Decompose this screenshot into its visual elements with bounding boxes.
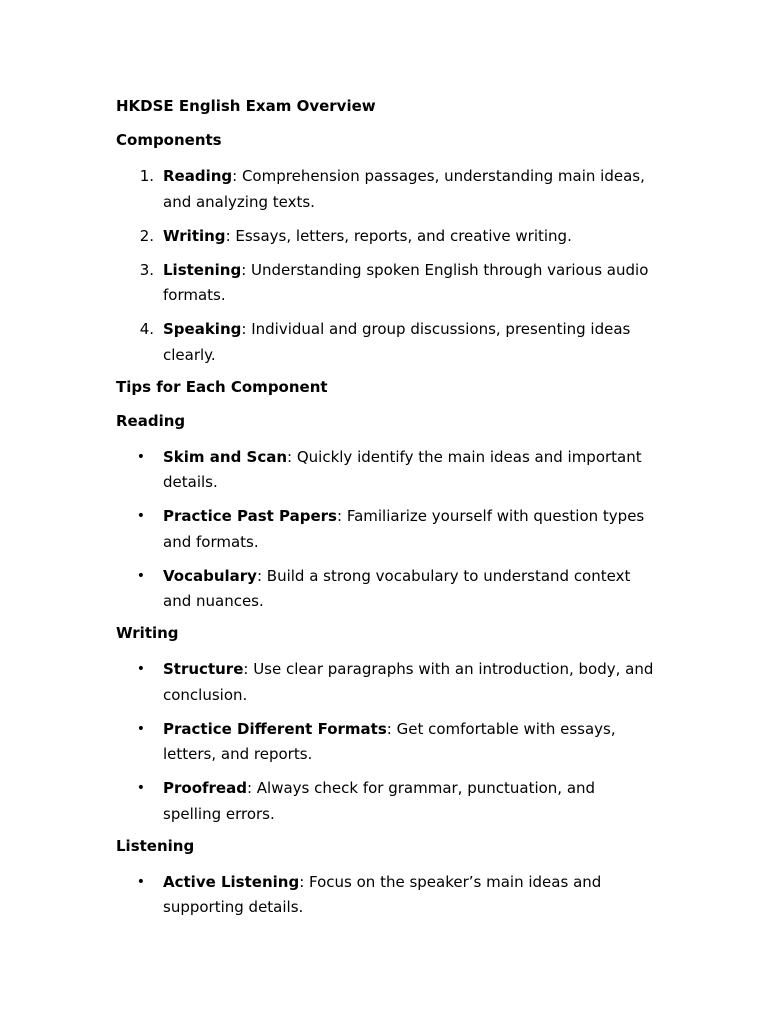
bullet-icon: • (136, 448, 145, 465)
list-item (116, 258, 656, 309)
item-text: : Build a strong vocabulary to understand context and nuances. (163, 566, 631, 610)
item-term: Structure (163, 660, 244, 678)
bullet-icon: • (136, 720, 145, 737)
document-page (116, 96, 656, 929)
reading-heading: Reading (116, 411, 186, 430)
document-title: HKDSE English Exam Overview (116, 97, 376, 115)
bullet-icon: • (136, 508, 145, 524)
item-term: Writing (163, 226, 226, 245)
item-text: : Focus on the speaker’s main ideas and supporting details. (163, 872, 602, 916)
writing-tips-list (116, 657, 656, 827)
list-number: 4. (139, 320, 154, 338)
item-text: : Essays, letters, reports, and creative writing. (225, 226, 572, 245)
tips-heading: Tips for Each Component (116, 377, 328, 396)
item-term: Listening (163, 260, 242, 279)
item-term: Reading (163, 167, 233, 185)
item-term: Skim and Scan (163, 447, 288, 466)
list-item (116, 564, 656, 615)
item-text: : Use clear paragraphs with an introduction, body, and conclusion. (163, 660, 654, 704)
list-number: 1. (139, 167, 154, 185)
writing-heading: Writing (116, 624, 179, 642)
list-item (116, 657, 656, 708)
item-text: : Always check for grammar, punctuation, and spelling errors. (163, 779, 596, 823)
list-number: 3. (139, 260, 154, 279)
bullet-icon: • (136, 780, 145, 796)
item-term: Proofread (163, 779, 247, 797)
components-list (116, 164, 656, 368)
item-text: : Comprehension passages, understanding main ideas, and analyzing texts. (163, 167, 645, 211)
item-term: Practice Different Formats (163, 719, 387, 738)
list-number: 2. (139, 226, 154, 245)
bullet-icon: • (136, 661, 145, 677)
list-item (116, 717, 656, 768)
item-text: : Understanding spoken English through various audio formats. (163, 260, 649, 304)
item-term: Speaking (163, 320, 242, 338)
list-item (116, 870, 656, 921)
listening-heading: Listening (116, 836, 195, 855)
list-item (116, 164, 656, 215)
listening-tips-list (116, 870, 656, 921)
item-text: : Get comfortable with essays, letters, and reports. (163, 719, 616, 763)
item-term: Practice Past Papers (163, 507, 337, 525)
item-text: : Individual and group discussions, presenting ideas clearly. (163, 320, 631, 364)
list-item (116, 317, 656, 368)
bullet-icon: • (136, 567, 145, 584)
reading-tips-list (116, 445, 656, 615)
list-item (116, 776, 656, 827)
item-text: : Familiarize yourself with question types and formats. (163, 507, 645, 551)
item-text: : Quickly identify the main ideas and important details. (163, 447, 642, 491)
item-term: Vocabulary (163, 566, 257, 585)
list-item (116, 504, 656, 555)
item-term: Active Listening (163, 872, 300, 891)
components-heading: Components (116, 131, 222, 149)
list-item (116, 224, 656, 250)
bullet-icon: • (136, 873, 145, 890)
list-item (116, 445, 656, 496)
